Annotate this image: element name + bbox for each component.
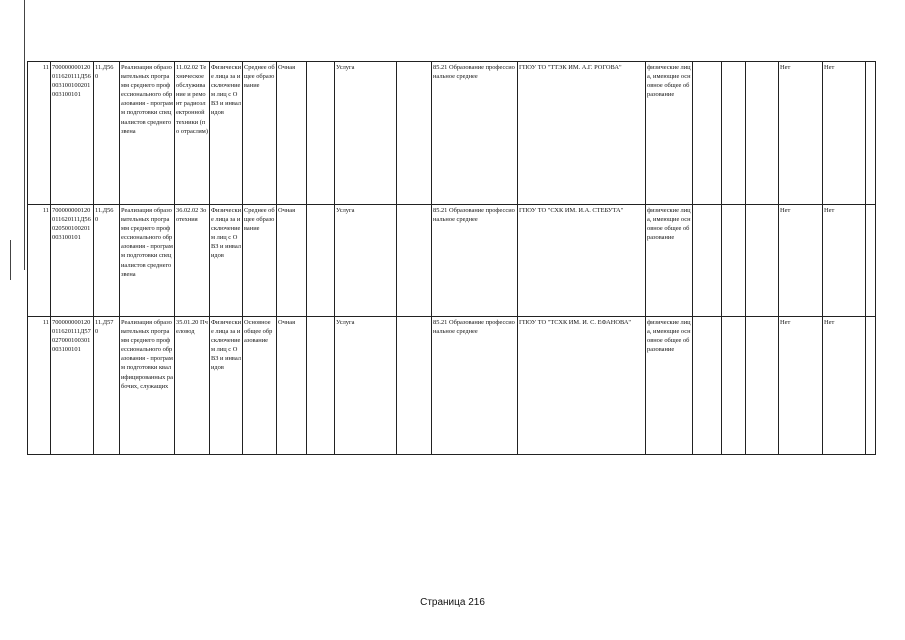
- empty-cell: [722, 317, 746, 455]
- education-level: Среднее общее образование: [243, 62, 277, 205]
- education-level: Основное общее образование: [243, 317, 277, 455]
- empty-cell: [866, 205, 876, 317]
- empty-cell: [307, 317, 335, 455]
- row-number: 11: [28, 317, 51, 455]
- classifier-code: 11.Д56 0: [94, 62, 120, 205]
- organization: ГПОУ ТО "ТСХК ИМ. И. С. ЕФАНОВА": [518, 317, 646, 455]
- specialty: 36.02.02 Зоотехния: [175, 205, 210, 317]
- service-name: Реализация образовательных программ среднего профессионального образования - программ подготовки специалистов среднего звена: [120, 205, 175, 317]
- organization: ГПОУ ТО "ТТЭК ИМ. А.Г. РОГОВА": [518, 62, 646, 205]
- student-category: Физические лица за исключением лиц с ОВЗ и инвалидов: [210, 205, 243, 317]
- service-type: Услуга: [335, 62, 397, 205]
- empty-cell: [722, 62, 746, 205]
- empty-cell: [866, 317, 876, 455]
- table-row: [28, 317, 876, 455]
- empty-cell: [307, 205, 335, 317]
- empty-cell: [397, 205, 432, 317]
- empty-cell: [746, 205, 779, 317]
- okved-code: 85.21 Образование профессиональное среднее: [432, 62, 518, 205]
- empty-cell: [746, 317, 779, 455]
- okved-code: 85.21 Образование профессиональное среднее: [432, 205, 518, 317]
- row-number: 11: [28, 62, 51, 205]
- specialty: 11.02.02 Техническое обслуживание и ремонт радиоэлектронной техники (по отраслям): [175, 62, 210, 205]
- flag-fee: Нет: [823, 205, 866, 317]
- service-type: Услуга: [335, 205, 397, 317]
- empty-cell: [693, 317, 722, 455]
- education-level: Среднее общее образование: [243, 205, 277, 317]
- registry-table: [27, 61, 876, 455]
- empty-cell: [866, 62, 876, 205]
- flag-paid: Нет: [779, 205, 823, 317]
- flag-fee: Нет: [823, 317, 866, 455]
- registry-code: 700000000120011620111Д56020500100201003100101: [51, 205, 94, 317]
- classifier-code: 11.Д57 0: [94, 317, 120, 455]
- classifier-code: 11.Д56 0: [94, 205, 120, 317]
- specialty: 35.01.20 Пчеловод: [175, 317, 210, 455]
- service-type: Услуга: [335, 317, 397, 455]
- flag-paid: Нет: [779, 317, 823, 455]
- row-number: 11: [28, 205, 51, 317]
- student-category: Физические лица за исключением лиц с ОВЗ и инвалидов: [210, 317, 243, 455]
- flag-fee: Нет: [823, 62, 866, 205]
- page-number: Страница 216: [420, 597, 485, 608]
- empty-cell: [397, 317, 432, 455]
- flag-paid: Нет: [779, 62, 823, 205]
- empty-cell: [397, 62, 432, 205]
- empty-cell: [693, 62, 722, 205]
- page-margin-rule-lower: [10, 240, 11, 280]
- service-name: Реализация образовательных программ среднего профессионального образования - программ подготовки специалистов среднего звена: [120, 62, 175, 205]
- consumer-category: физические лица, имеющие основное общее образование: [646, 317, 693, 455]
- page-margin-rule: [24, 0, 25, 270]
- study-form: Очная: [277, 62, 307, 205]
- consumer-category: физические лица, имеющие основное общее образование: [646, 62, 693, 205]
- registry-code: 700000000120011620111Д57027000100301003100101: [51, 317, 94, 455]
- service-name: Реализация образовательных программ среднего профессионального образования - программ подготовки квалифицированных рабочих, служащих: [120, 317, 175, 455]
- study-form: Очная: [277, 317, 307, 455]
- table-row: [28, 62, 876, 205]
- registry-code: 700000000120011620111Д56003100100201003100101: [51, 62, 94, 205]
- empty-cell: [722, 205, 746, 317]
- okved-code: 85.21 Образование профессиональное среднее: [432, 317, 518, 455]
- empty-cell: [693, 205, 722, 317]
- organization: ГПОУ ТО "СХК ИМ. И.А. СТЕБУТА": [518, 205, 646, 317]
- empty-cell: [307, 62, 335, 205]
- consumer-category: физические лица, имеющие основное общее образование: [646, 205, 693, 317]
- study-form: Очная: [277, 205, 307, 317]
- empty-cell: [746, 62, 779, 205]
- student-category: Физические лица за исключением лиц с ОВЗ и инвалидов: [210, 62, 243, 205]
- table-row: [28, 205, 876, 317]
